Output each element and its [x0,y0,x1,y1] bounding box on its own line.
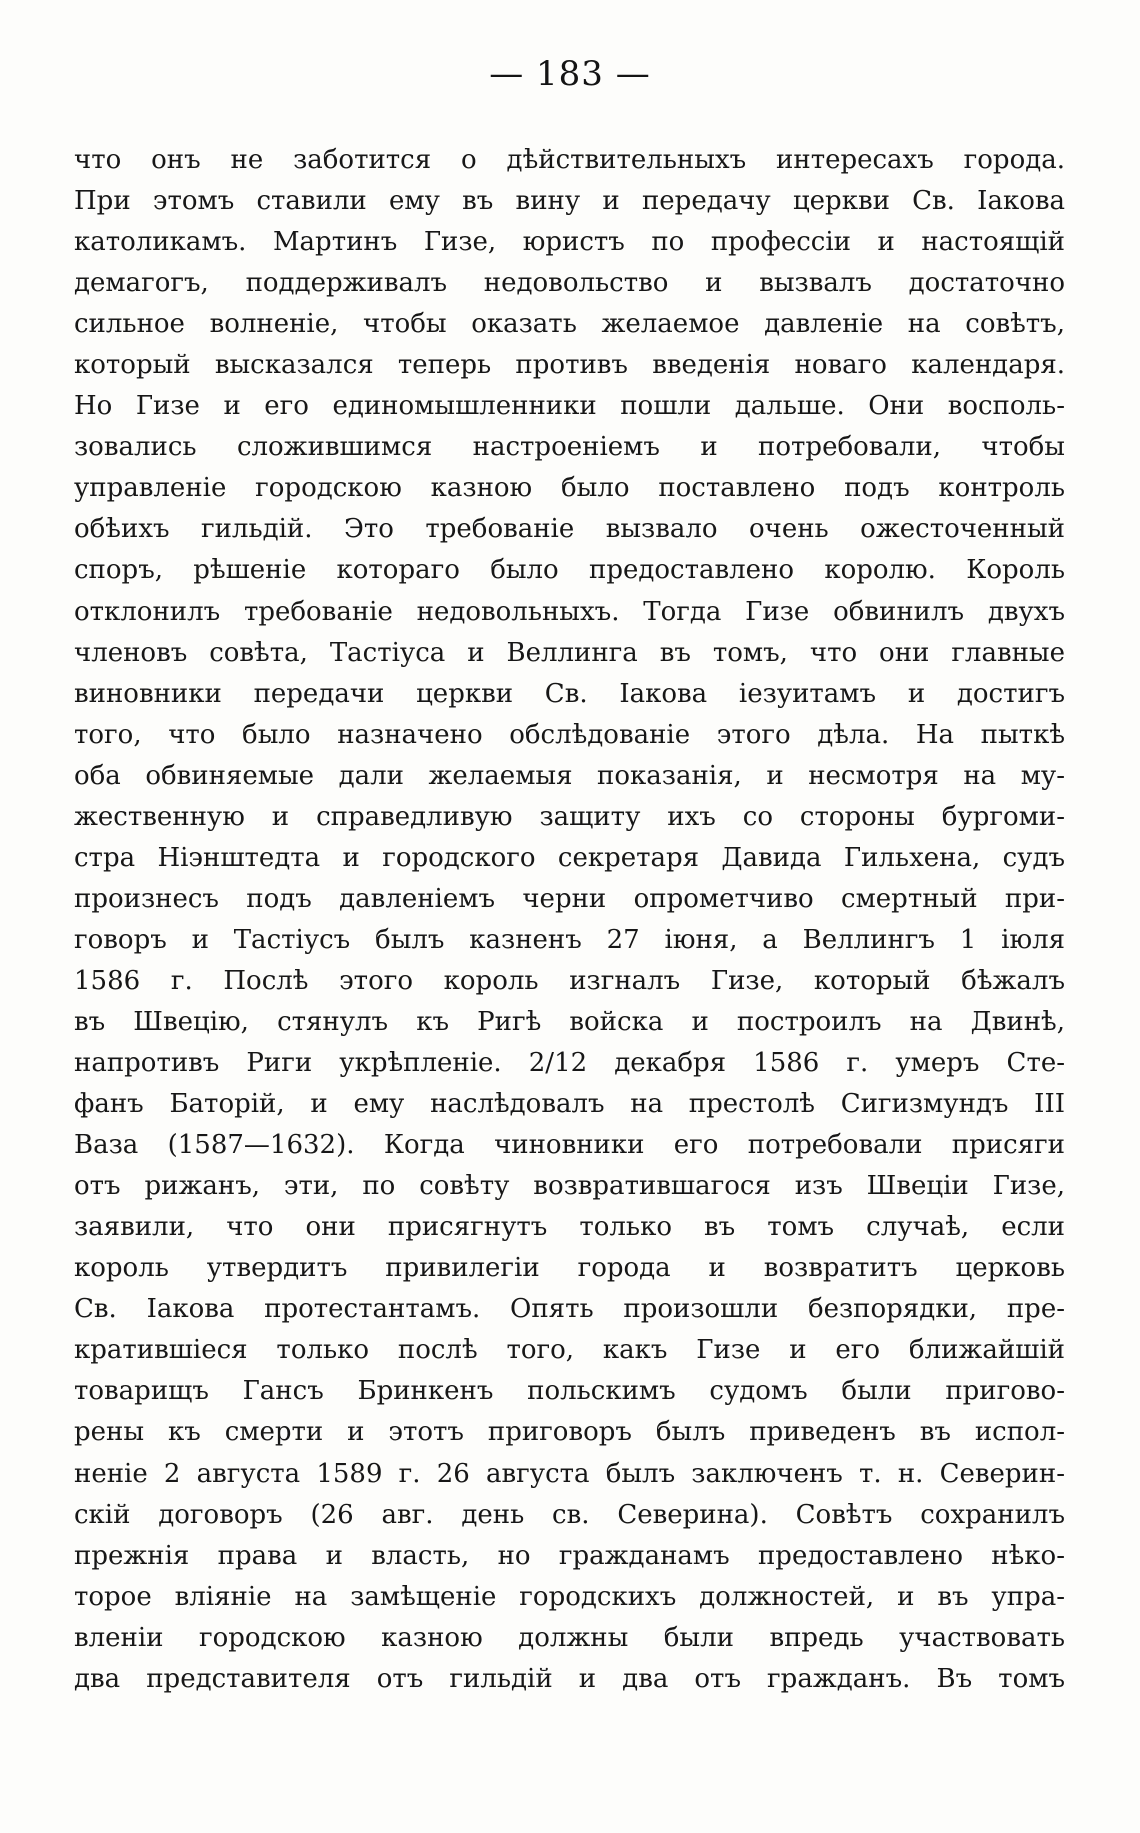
text-line: членовъ совѣта, Тастіуса и Веллинга въ томъ, что они главные [74,637,1065,668]
text-line: скій договоръ (26 авг. день св. Северина). Совѣтъ сохранилъ [74,1499,1065,1530]
page-number: — 183 — [489,54,651,94]
text-line: Св. Іакова протестантамъ. Опять произошли безпорядки, пре- [74,1294,1065,1325]
text-line: 1586 г. Послѣ этого король изгналъ Гизе, который бѣжалъ [74,965,1065,996]
text-line: стра Ніэнштедта и городского секретаря Давида Гильхена, судъ [74,842,1065,873]
text-line: что онъ не заботится о дѣйствительныхъ интересахъ города. [74,145,1065,175]
text-line: прежнія права и власть, но гражданамъ предоставлено нѣко- [74,1540,1065,1571]
text-line: кратившіеся только послѣ того, какъ Гизе и его ближайшій [74,1335,1065,1366]
text-line: оба обвиняемые дали желаемыя показанія, и несмотря на му- [74,760,1065,791]
text-line: неніе 2 августа 1589 г. 26 августа былъ заключенъ т. н. Северин- [74,1458,1065,1489]
text-line: произнесъ подъ давленіемъ черни опрометчиво смертный при- [74,883,1065,914]
text-line: зовались сложившимся настроеніемъ и потребовали, чтобы [74,432,1065,463]
text-line: отклонилъ требованіе недовольныхъ. Тогда Гизе обвинилъ двухъ [74,596,1065,627]
text-line: Но Гизе и его единомышленники пошли дальше. Они восполь- [74,391,1065,422]
text-line: вленіи городскою казною должны были впредь участвовать [74,1622,1065,1653]
text-line: отъ рижанъ, эти, по совѣту возвратившагося изъ Швеціи Гизе, [74,1171,1065,1202]
text-line: который высказался теперь противъ введенія новаго календаря. [74,350,1065,381]
text-line: фанъ Баторій, и ему наслѣдовалъ на престолѣ Сигизмундъ III [74,1089,1065,1120]
text-line: Ваза (1587—1632). Когда чиновники его потребовали присяги [74,1130,1065,1161]
text-line: жественную и справедливую защиту ихъ со стороны бургоми- [74,801,1065,832]
text-line: торое вліяніе на замѣщеніе городскихъ должностей, и въ упра- [74,1581,1065,1612]
text-line: управленіе городскою казною было поставлено подъ контроль [74,473,1065,504]
text-line: въ Швецію, стянулъ къ Ригѣ войска и построилъ на Двинѣ, [74,1006,1065,1037]
text-line: заявили, что они присягнутъ только въ томъ случаѣ, если [74,1212,1065,1243]
text-line: товарищъ Гансъ Бринкенъ польскимъ судомъ были пригово- [74,1376,1065,1407]
text-line: обѣихъ гильдій. Это требованіе вызвало очень ожесточенный [74,514,1065,545]
text-line: говоръ и Тастіусъ былъ казненъ 27 іюня, а Веллингъ 1 іюля [74,924,1065,955]
text-line: напротивъ Риги укрѣпленіе. 2/12 декабря 1586 г. умеръ Сте- [74,1048,1065,1079]
text-line: король утвердитъ привилегіи города и возвратитъ церковь [74,1253,1065,1284]
text-line: два представителя отъ гильдій и два отъ гражданъ. Въ томъ [74,1663,1065,1694]
text-line: сильное волненіе, чтобы оказать желаемое давленіе на совѣтъ, [74,309,1065,340]
text-line: рены къ смерти и этотъ приговоръ былъ приведенъ въ испол- [74,1417,1065,1448]
text-line: католикамъ. Мартинъ Гизе, юристъ по профессіи и настоящій [74,227,1065,258]
text-line: того, что было назначено обслѣдованіе этого дѣла. На пыткѣ [74,719,1065,750]
body-text [74,140,1065,1700]
text-line: споръ, рѣшеніе котораго было предоставлено королю. Король [74,555,1065,586]
text-line: виновники передачи церкви Св. Іакова іезуитамъ и достигъ [74,678,1065,709]
text-line: При этомъ ставили ему въ вину и передачу церкви Св. Іакова [74,186,1065,217]
text-line: демагогъ, поддерживалъ недовольство и вызвалъ достаточно [74,268,1065,299]
